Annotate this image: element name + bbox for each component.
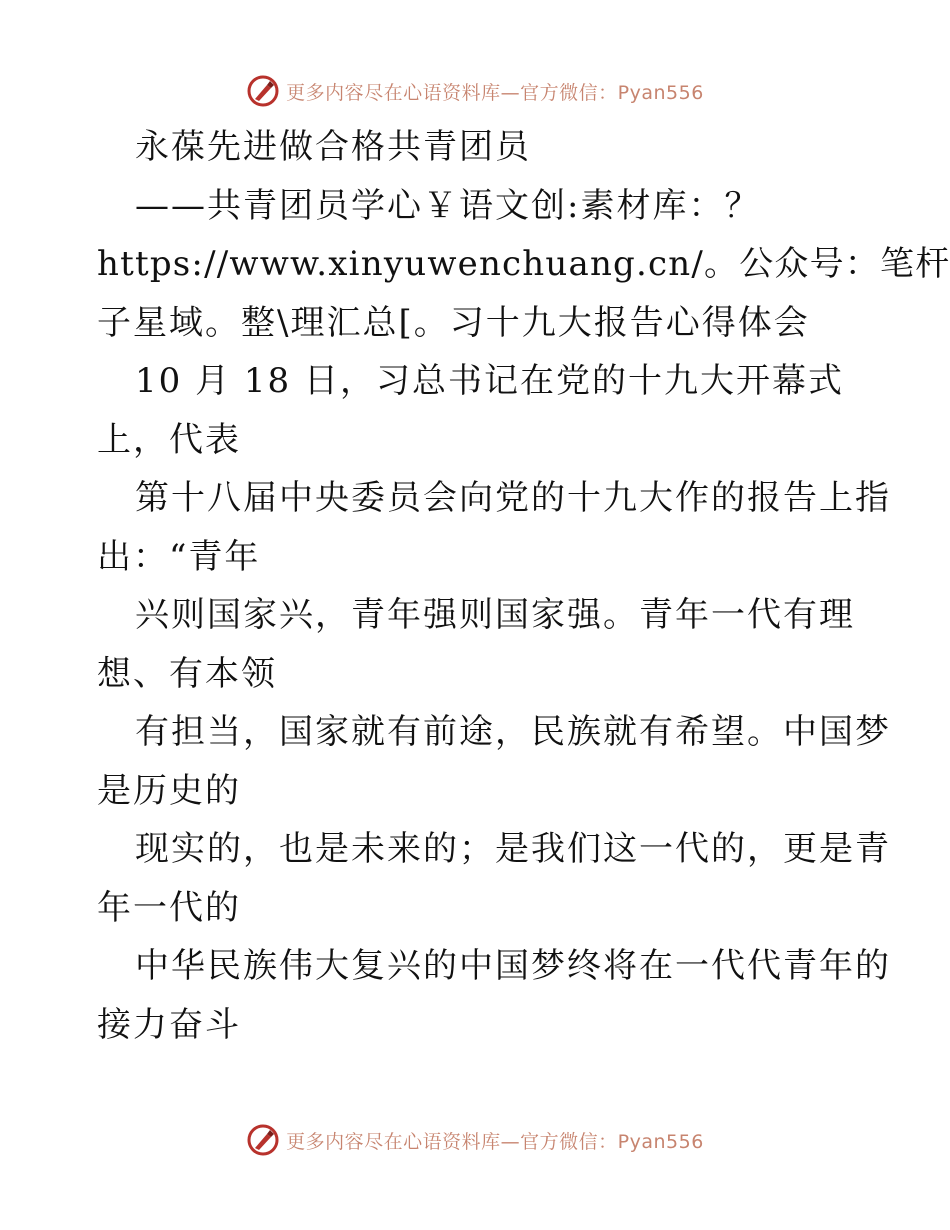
pen-logo-icon [246,74,280,108]
footer-banner [0,1120,950,1160]
doc-line: 第十八届中央委员会向党的十九大作的报告上指 [135,478,891,518]
doc-line: ——共青团员学心￥语文创:素材库：？ [135,185,761,226]
doc-line: 中华民族伟大复兴的中国梦终将在一代代青年的 [135,946,891,986]
pen-logo-icon [246,1123,280,1157]
doc-line: 接力奋斗 [97,1004,241,1045]
doc-line: 是历史的 [97,770,241,811]
document-body [97,118,950,1054]
doc-line: 子星域。整\理汇总[。习十九大报告心得体会 [97,302,810,343]
doc-line: 想、有本领 [97,653,277,694]
doc-line: https://www.xinyuwenchuang.cn/。公众号：笔杆 [97,244,950,284]
header-banner [0,71,950,111]
banner-text: 更多内容尽在心语资料库—官方微信：Pyan556 [286,81,704,104]
doc-line: 兴则国家兴，青年强则国家强。青年一代有理 [135,595,855,635]
doc-line: 现实的，也是未来的；是我们这一代的，更是青 [135,829,891,869]
doc-line: 10 月 18 日，习总书记在党的十九大开幕式 [135,361,844,401]
doc-line: 上，代表 [97,419,241,460]
banner-text: 更多内容尽在心语资料库—官方微信：Pyan556 [286,1130,704,1153]
doc-line: 有担当，国家就有前途，民族就有希望。中国梦 [135,712,891,752]
doc-line: 年一代的 [97,887,241,928]
doc-title: 永葆先进做合格共青团员 [135,127,531,167]
doc-line: 出：“青年 [97,536,261,577]
